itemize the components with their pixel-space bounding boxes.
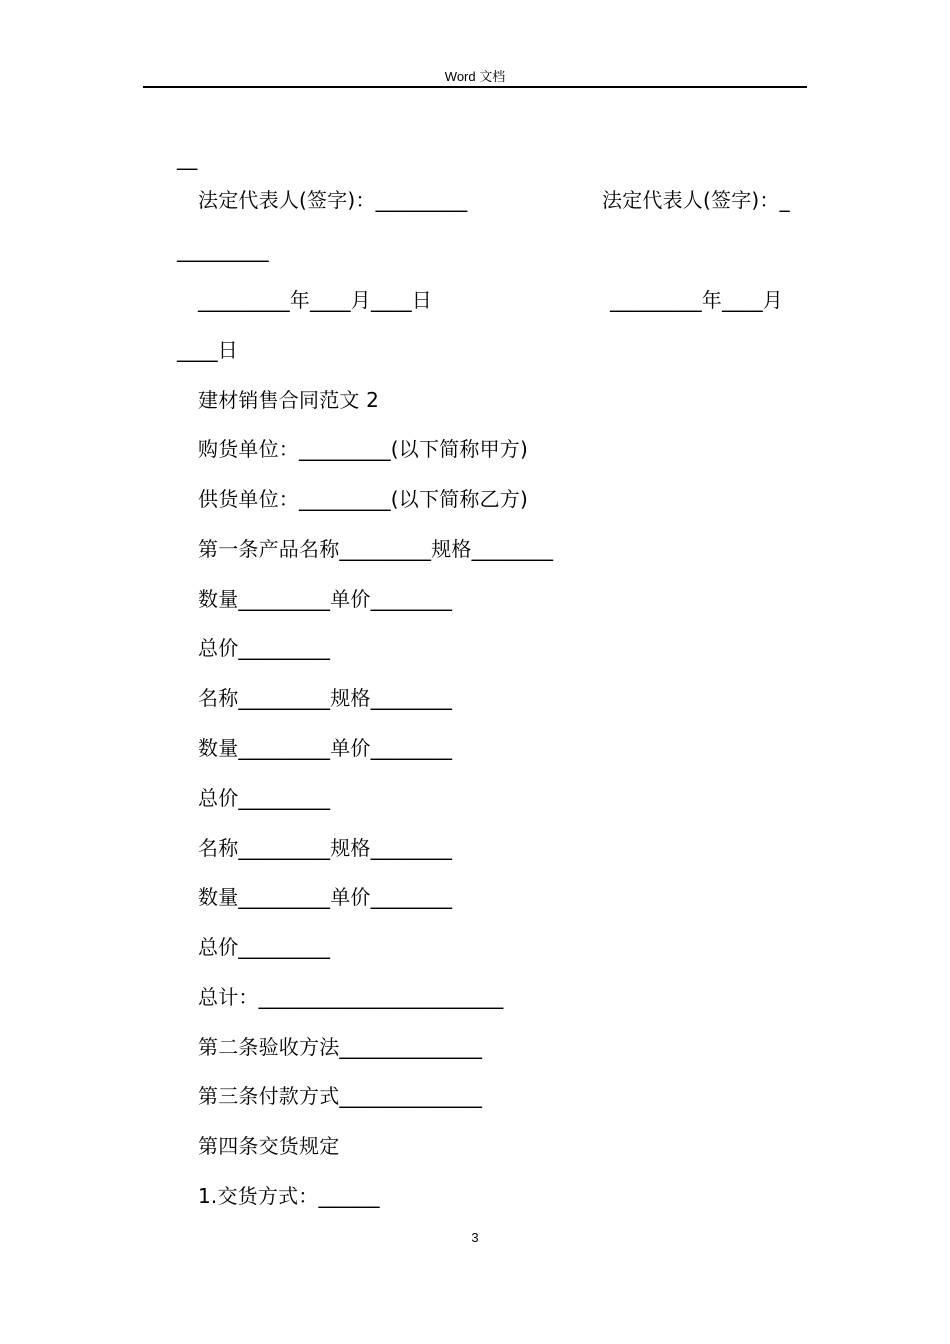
date-line-party-a: _________年____月____日 bbox=[198, 288, 432, 312]
text-line: ____日 bbox=[177, 338, 238, 362]
article-line: 第二条验收方法______________ bbox=[198, 1035, 483, 1059]
text-line: _________ bbox=[177, 238, 269, 262]
quantity-price-line: 数量_________单价________ bbox=[198, 885, 453, 909]
total-price-line: 总价_________ bbox=[198, 636, 331, 660]
buyer-line: 购货单位：_________(以下简称甲方) bbox=[198, 437, 529, 461]
delivery-method-line: 1.交货方式：______ bbox=[198, 1184, 380, 1208]
page-header: Word 文档 bbox=[444, 69, 506, 84]
total-price-line: 总价_________ bbox=[198, 786, 331, 810]
date-line-party-b: _________年____月 bbox=[610, 288, 783, 312]
name-spec-line: 名称_________规格________ bbox=[198, 836, 453, 860]
supplier-line: 供货单位：_________(以下简称乙方) bbox=[198, 487, 529, 511]
quantity-price-line: 数量_________单价________ bbox=[198, 736, 453, 760]
article-line: 第三条付款方式______________ bbox=[198, 1084, 483, 1108]
article-line: 第一条产品名称_________规格________ bbox=[198, 537, 554, 561]
signature-line-party-a: 法定代表人(签字)：_________ bbox=[198, 188, 468, 212]
header-rule bbox=[143, 86, 807, 88]
grand-total-line: 总计：________________________ bbox=[198, 985, 504, 1009]
page-number: 3 bbox=[471, 1230, 479, 1245]
text-line: __ bbox=[177, 146, 198, 170]
total-price-line: 总价_________ bbox=[198, 935, 331, 959]
signature-line-party-b: 法定代表人(签字)：_ bbox=[602, 188, 790, 212]
article-line: 第四条交货规定 bbox=[198, 1134, 340, 1158]
name-spec-line: 名称_________规格________ bbox=[198, 686, 453, 710]
section-title: 建材销售合同范文 2 bbox=[198, 388, 380, 412]
quantity-price-line: 数量_________单价________ bbox=[198, 587, 453, 611]
